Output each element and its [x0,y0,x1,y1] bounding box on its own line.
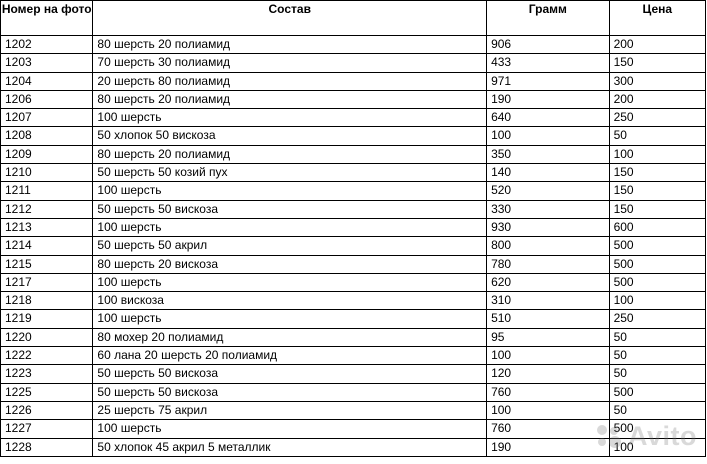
composition-cell: 50 хлопок 45 акрил 5 металлик [93,438,487,456]
grams-cell: 350 [487,145,610,163]
composition-cell: 100 шерсть [93,310,487,328]
photo-number-cell: 1212 [1,200,93,218]
price-cell: 150 [609,200,705,218]
photo-number-cell: 1207 [1,109,93,127]
table-row [1,438,706,456]
table-row [1,401,706,419]
photo-number-cell: 1225 [1,383,93,401]
grams-cell: 100 [487,347,610,365]
photo-number-cell: 1202 [1,36,93,54]
header-price: Цена [609,1,705,36]
table-row [1,365,706,383]
table-row [1,164,706,182]
price-cell: 300 [609,72,705,90]
price-cell: 250 [609,109,705,127]
photo-number-cell: 1211 [1,182,93,200]
header-grams: Грамм [487,1,610,36]
grams-cell: 330 [487,200,610,218]
composition-cell: 80 мохер 20 полиамид [93,328,487,346]
composition-cell: 50 шерсть 50 вискоза [93,200,487,218]
photo-number-cell: 1228 [1,438,93,456]
grams-cell: 620 [487,273,610,291]
composition-cell: 20 шерсть 80 полиамид [93,72,487,90]
price-cell: 500 [609,383,705,401]
price-cell: 100 [609,438,705,456]
table-row [1,420,706,438]
grams-cell: 120 [487,365,610,383]
price-cell: 100 [609,145,705,163]
price-cell: 150 [609,54,705,72]
photo-number-cell: 1213 [1,218,93,236]
grams-cell: 433 [487,54,610,72]
photo-number-cell: 1218 [1,292,93,310]
table-row [1,90,706,108]
grams-cell: 640 [487,109,610,127]
photo-number-cell: 1204 [1,72,93,90]
photo-number-cell: 1215 [1,255,93,273]
grams-cell: 800 [487,237,610,255]
grams-cell: 760 [487,383,610,401]
table-row [1,109,706,127]
composition-cell: 100 вискоза [93,292,487,310]
table-row [1,292,706,310]
table-row [1,182,706,200]
table-row [1,54,706,72]
photo-number-cell: 1203 [1,54,93,72]
photo-number-cell: 1209 [1,145,93,163]
price-cell: 150 [609,182,705,200]
price-cell: 50 [609,365,705,383]
grams-cell: 510 [487,310,610,328]
photo-number-cell: 1206 [1,90,93,108]
table-row [1,310,706,328]
composition-cell: 100 шерсть [93,109,487,127]
photo-number-cell: 1222 [1,347,93,365]
grams-cell: 100 [487,401,610,419]
composition-cell: 100 шерсть [93,218,487,236]
grams-cell: 310 [487,292,610,310]
price-cell: 100 [609,292,705,310]
price-cell: 600 [609,218,705,236]
table-row [1,255,706,273]
header-composition: Состав [93,1,487,36]
table-row [1,145,706,163]
composition-cell: 80 шерсть 20 вискоза [93,255,487,273]
table-row [1,200,706,218]
grams-cell: 930 [487,218,610,236]
price-cell: 50 [609,328,705,346]
composition-cell: 100 шерсть [93,182,487,200]
photo-number-cell: 1223 [1,365,93,383]
table-row [1,273,706,291]
composition-cell: 50 шерсть 50 козий пух [93,164,487,182]
photo-number-cell: 1208 [1,127,93,145]
header-photo-number: Номер на фото [1,1,93,36]
price-cell: 200 [609,90,705,108]
price-cell: 50 [609,127,705,145]
table-row [1,36,706,54]
photo-number-cell: 1217 [1,273,93,291]
composition-cell: 100 шерсть [93,420,487,438]
composition-cell: 50 шерсть 50 вискоза [93,365,487,383]
photo-number-cell: 1220 [1,328,93,346]
grams-cell: 100 [487,127,610,145]
table-row [1,383,706,401]
grams-cell: 190 [487,90,610,108]
composition-cell: 60 лана 20 шерсть 20 полиамид [93,347,487,365]
composition-cell: 100 шерсть [93,273,487,291]
price-cell: 200 [609,36,705,54]
photo-number-cell: 1219 [1,310,93,328]
table-header-row [1,1,706,36]
table-row [1,237,706,255]
table-row [1,328,706,346]
grams-cell: 971 [487,72,610,90]
grams-cell: 780 [487,255,610,273]
price-cell: 500 [609,237,705,255]
price-cell: 500 [609,255,705,273]
composition-cell: 80 шерсть 20 полиамид [93,36,487,54]
table-row [1,218,706,236]
photo-number-cell: 1226 [1,401,93,419]
photo-number-cell: 1214 [1,237,93,255]
grams-cell: 190 [487,438,610,456]
table-row [1,347,706,365]
composition-cell: 80 шерсть 20 полиамид [93,90,487,108]
price-cell: 50 [609,347,705,365]
grams-cell: 95 [487,328,610,346]
composition-cell: 25 шерсть 75 акрил [93,401,487,419]
price-cell: 50 [609,401,705,419]
price-cell: 150 [609,164,705,182]
photo-number-cell: 1210 [1,164,93,182]
table-row [1,72,706,90]
watermark-text: Avito [628,421,697,451]
photo-number-cell: 1227 [1,420,93,438]
composition-cell: 50 хлопок 50 вискоза [93,127,487,145]
price-cell: 500 [609,273,705,291]
composition-cell: 80 шерсть 20 полиамид [93,145,487,163]
price-cell: 250 [609,310,705,328]
table-row [1,127,706,145]
composition-cell: 50 шерсть 50 вискоза [93,383,487,401]
grams-cell: 520 [487,182,610,200]
grams-cell: 760 [487,420,610,438]
grams-cell: 140 [487,164,610,182]
composition-cell: 70 шерсть 30 полиамид [93,54,487,72]
price-cell: 500 [609,420,705,438]
composition-cell: 50 шерсть 50 акрил [93,237,487,255]
grams-cell: 906 [487,36,610,54]
